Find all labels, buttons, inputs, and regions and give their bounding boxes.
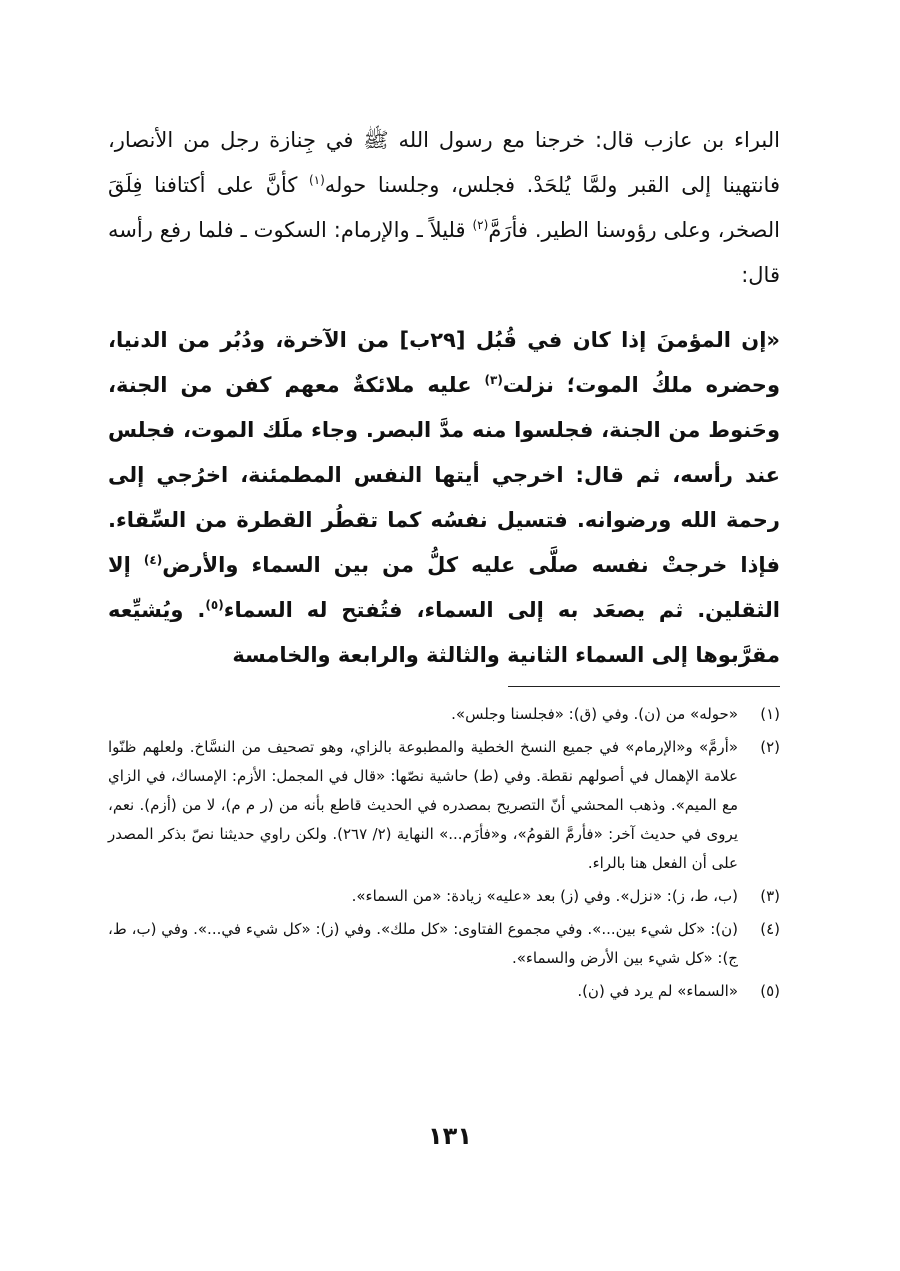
footnote-item	[108, 915, 780, 973]
footnote-number: (٢)	[760, 738, 780, 756]
footnote-separator	[508, 686, 780, 687]
main-text	[108, 118, 780, 678]
footnote-ref-4[interactable]: (٤)	[143, 553, 163, 567]
hadith-text-3: إلا الثقلين. ثم يصعَد به إلى السماء، فتُفتح له السماء	[108, 553, 780, 622]
footnote-item	[108, 977, 780, 1006]
footnote-text: (ب، ط، ز): «نزل». وفي (ز) بعد «عليه» زيادة: «من السماء».	[351, 887, 738, 905]
footnote-text: «السماء» لم يرد في (ن).	[577, 982, 738, 1000]
page-number: ١٣١	[428, 1122, 472, 1150]
footnote-number: (٤)	[760, 920, 780, 938]
intro-text-3: قليلاً ـ والإرمام: السكوت ـ فلما رفع رأسه قال:	[108, 218, 780, 287]
footnote-number: (١)	[760, 705, 780, 723]
footnote-ref-3[interactable]: (٣)	[484, 373, 503, 387]
footnote-ref-5[interactable]: (٥)	[205, 598, 224, 612]
footnote-text: (ن): «كل شيء بين...». وفي مجموع الفتاوى: «كل ملك». وفي (ز): «كل شيء في...». وفي (ب، ط، ج): «كل شيء بين الأرض والسماء».	[108, 920, 738, 967]
footnote-item	[108, 882, 780, 911]
hadith-text-2: عليه ملائكةٌ معهم كفن من الجنة، وحَنوط من الجنة، فجلسوا منه مدَّ البصر. وجاء ملَك الموت، فجلس عند رأسه، ثم قال: اخرجي أيتها النفس المطمئنة، اخرُجي إلى رحمة الله ورضوانه. فتسيل نفسُه كما تقطُر القطرة من السِّقاء. فإذا خرجتْ نفسه صلَّى عليه كلُّ من بين السماء والأرض	[108, 373, 780, 577]
intro-text-1: البراء بن عازب قال: خرجنا مع رسول الله ﷺ في جِنازة رجل من الأنصار، فانتهينا إلى القبر ولمَّا يُلحَدْ. فجلس، وجلسنا حوله	[108, 128, 780, 197]
hadith-paragraph	[108, 318, 780, 678]
footnote-text: «حوله» من (ن). وفي (ق): «فجلسنا وجلس».	[451, 705, 738, 723]
intro-text-2: كأنَّ على أكتافنا فِلَقَ الصخر، وعلى رؤوسنا الطير. فأرَمَّ	[108, 173, 780, 242]
footnote-ref-2[interactable]: (٢)	[472, 218, 489, 232]
hadith-text-4: . ويُشيِّعه مقرَّبوها إلى السماء الثانية والثالثة والرابعة والخامسة	[108, 598, 780, 667]
intro-paragraph	[108, 118, 780, 298]
footnotes-list	[108, 700, 780, 1010]
footnote-number: (٣)	[760, 887, 780, 905]
footnote-text: «أرمَّ» و«الإرمام» في جميع النسخ الخطية والمطبوعة بالزاي، وهو تصحيف من النسَّاخ. ولعلهم ظنّوا علامة الإهمال في أصولهم نقطة. وفي (ط) حاشية نصّها: «قال في المجمل: الأزم: الإمساك، في الزاي مع الميم». وذهب المحشي أنّ التصريح بمصدره في الحديث قاطع بأنه من (ر م م)، لا من (أزم). نعم، يروى في حديث آخر: «فأرمَّ القومُ»، و«فأزَم...» النهاية (٢/ ٢٦٧). ولكن راوي حديثنا نصّ بذكر المصدر على أن الفعل هنا بالراء.	[108, 738, 738, 872]
footnote-item	[108, 733, 780, 878]
hadith-text-1: «إن المؤمنَ إذا كان في قُبُل [٢٩ب] من الآخرة، ودُبُر من الدنيا، وحضره ملكُ الموت؛ نزلت	[108, 328, 780, 397]
footnote-item	[108, 700, 780, 729]
footnote-ref-1[interactable]: (١)	[308, 173, 325, 187]
footnote-number: (٥)	[760, 982, 780, 1000]
